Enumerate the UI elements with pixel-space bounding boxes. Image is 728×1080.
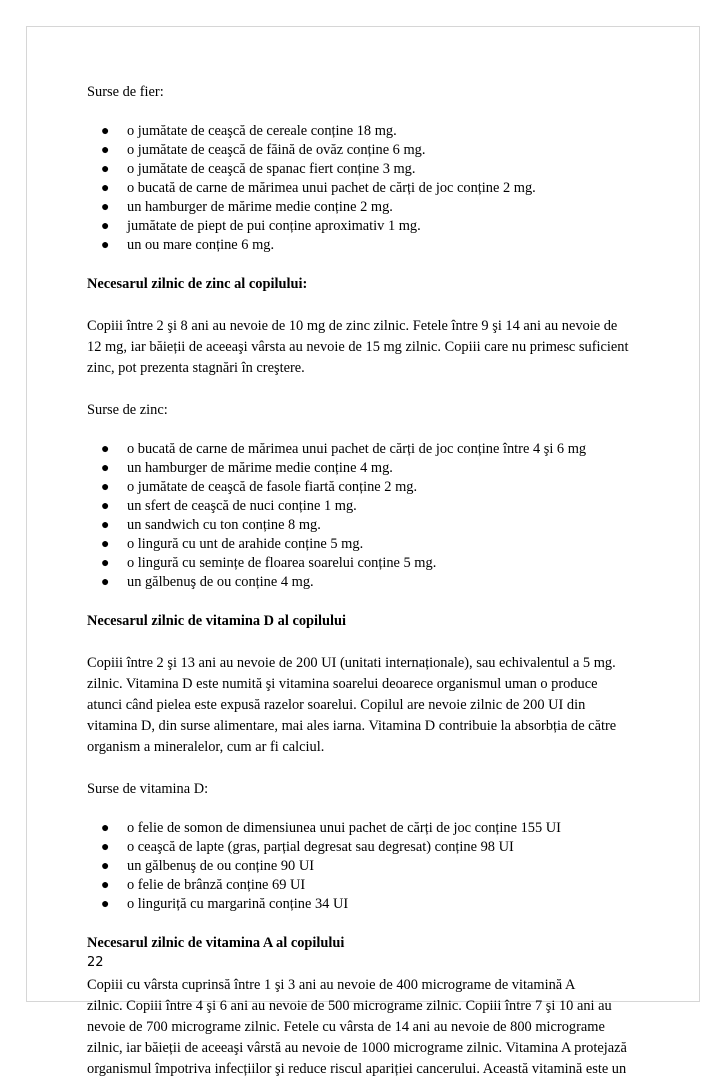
list-item: ● o felie de brânză conține 69 UI bbox=[101, 877, 306, 893]
list-item: ● o jumătate de ceaşcă de fasole fiartă conține 2 mg. bbox=[101, 479, 418, 495]
list-item: ● o jumătate de ceaşcă de cereale conține 18 mg. bbox=[101, 123, 397, 139]
zinc-paragraph: Copiii între 2 şi 8 ani au nevoie de 10 mg de zinc zilnic. Fetele între 9 şi 14 ani au nevoie de 12 mg, iar băieții de aceeaşi vârsta au nevoie de 15 mg zilnic. Copiii care nu primesc suficient zinc, pot prezenta stagnări în creştere. bbox=[87, 318, 629, 376]
bullet-icon: ● bbox=[101, 499, 110, 514]
bullet-icon: ● bbox=[101, 556, 110, 571]
list-item: ● o bucată de carne de mărimea unui pachet de cărți de joc conține 2 mg. bbox=[101, 180, 536, 196]
vitamin-a-heading: Necesarul zilnic de vitamina A al copilului bbox=[87, 935, 345, 951]
list-item: ● o bucată de carne de mărimea unui pachet de cărți de joc conține între 4 şi 6 mg bbox=[101, 441, 587, 457]
list-item: ● o ceaşcă de lapte (gras, parțial degresat sau degresat) conține 98 UI bbox=[101, 839, 514, 855]
bullet-icon: ● bbox=[101, 878, 110, 893]
bullet-icon: ● bbox=[101, 461, 110, 476]
bullet-icon: ● bbox=[101, 124, 110, 139]
bullet-icon: ● bbox=[101, 143, 110, 158]
list-item: ● un sandwich cu ton conține 8 mg. bbox=[101, 517, 321, 533]
zinc-sources-intro: Surse de zinc: bbox=[87, 402, 168, 418]
list-item: ● o felie de somon de dimensiunea unui pachet de cărți de joc conține 155 UI bbox=[101, 820, 561, 836]
bullet-icon: ● bbox=[101, 840, 110, 855]
vitamin-d-heading: Necesarul zilnic de vitamina D al copilului bbox=[87, 613, 347, 629]
bullet-icon: ● bbox=[101, 200, 110, 215]
bullet-icon: ● bbox=[101, 821, 110, 836]
bullet-icon: ● bbox=[101, 162, 110, 177]
list-item: ● un hamburger de mărime medie conține 4 mg. bbox=[101, 460, 393, 476]
vitamin-d-paragraph: Copiii între 2 şi 13 ani au nevoie de 200 UI (unitati internaționale), sau echivalentul a 5 mg. zilnic. Vitamina D este numită şi vitamina soarelui deoarece organismul uman o produce atunci când pielea este expusă razelor soarelui. Copilul are nevoie zilnic de 200 UI din vitamina D, din surse alimentare, mai ales iarna. Vitamina D contribuie la absorbția de către organism a mineralelor, cum ar fi calciul. bbox=[87, 655, 617, 755]
bullet-icon: ● bbox=[101, 219, 110, 234]
bullet-icon: ● bbox=[101, 859, 110, 874]
page-number: 22 bbox=[87, 955, 104, 970]
bullet-icon: ● bbox=[101, 537, 110, 552]
bullet-icon: ● bbox=[101, 238, 110, 253]
list-item: ● un sfert de ceaşcă de nuci conține 1 mg. bbox=[101, 498, 357, 514]
bullet-icon: ● bbox=[101, 181, 110, 196]
bullet-icon: ● bbox=[101, 518, 110, 533]
vitamin-d-sources-list bbox=[87, 819, 647, 914]
list-item: ● o lingură cu unt de arahide conține 5 mg. bbox=[101, 536, 364, 552]
list-item: ● o jumătate de ceaşcă de spanac fiert conține 3 mg. bbox=[101, 161, 416, 177]
bullet-icon: ● bbox=[101, 575, 110, 590]
bullet-icon: ● bbox=[101, 897, 110, 912]
list-item: ● un gălbenuş de ou conține 4 mg. bbox=[101, 574, 314, 590]
list-item: ● o lingură cu semințe de floarea soarelui conține 5 mg. bbox=[101, 555, 437, 571]
iron-sources-intro: Surse de fier: bbox=[87, 84, 164, 100]
zinc-sources-list bbox=[87, 440, 647, 592]
list-item: ● un gălbenuş de ou conține 90 UI bbox=[101, 858, 315, 874]
list-item: ● o linguriță cu margarină conține 34 UI bbox=[101, 896, 349, 912]
list-item: ● o jumătate de ceaşcă de făină de ovăz conține 6 mg. bbox=[101, 142, 426, 158]
list-item: ● un hamburger de mărime medie conține 2 mg. bbox=[101, 199, 393, 215]
document-body bbox=[87, 82, 647, 1080]
iron-sources-list bbox=[87, 122, 647, 255]
bullet-icon: ● bbox=[101, 442, 110, 457]
zinc-heading: Necesarul zilnic de zinc al copilului: bbox=[87, 276, 308, 292]
vitamin-a-paragraph: Copiii cu vârsta cuprinsă între 1 şi 3 ani au nevoie de 400 micrograme de vitamină A zilnic. Copiii între 4 şi 6 ani au nevoie de 500 micrograme zilnic. Copiii între 7 şi 10 ani au nevoie de 700 micrograme zilnic. Fetele cu vârsta de 14 ani au nevoie de 800 micrograme zilnic, iar băieții de aceeaşi vârstă au nevoie de 1000 micrograme zilnic. Vitamina A protejază organismul împotriva infecțiilor şi reduce riscul apariției cancerului. Această vitamină este un bbox=[87, 977, 627, 1077]
list-item: ● jumătate de piept de pui conține aproximativ 1 mg. bbox=[101, 218, 421, 234]
vitamin-d-sources-intro: Surse de vitamina D: bbox=[87, 781, 209, 797]
bullet-icon: ● bbox=[101, 480, 110, 495]
list-item: ● un ou mare conține 6 mg. bbox=[101, 237, 275, 253]
